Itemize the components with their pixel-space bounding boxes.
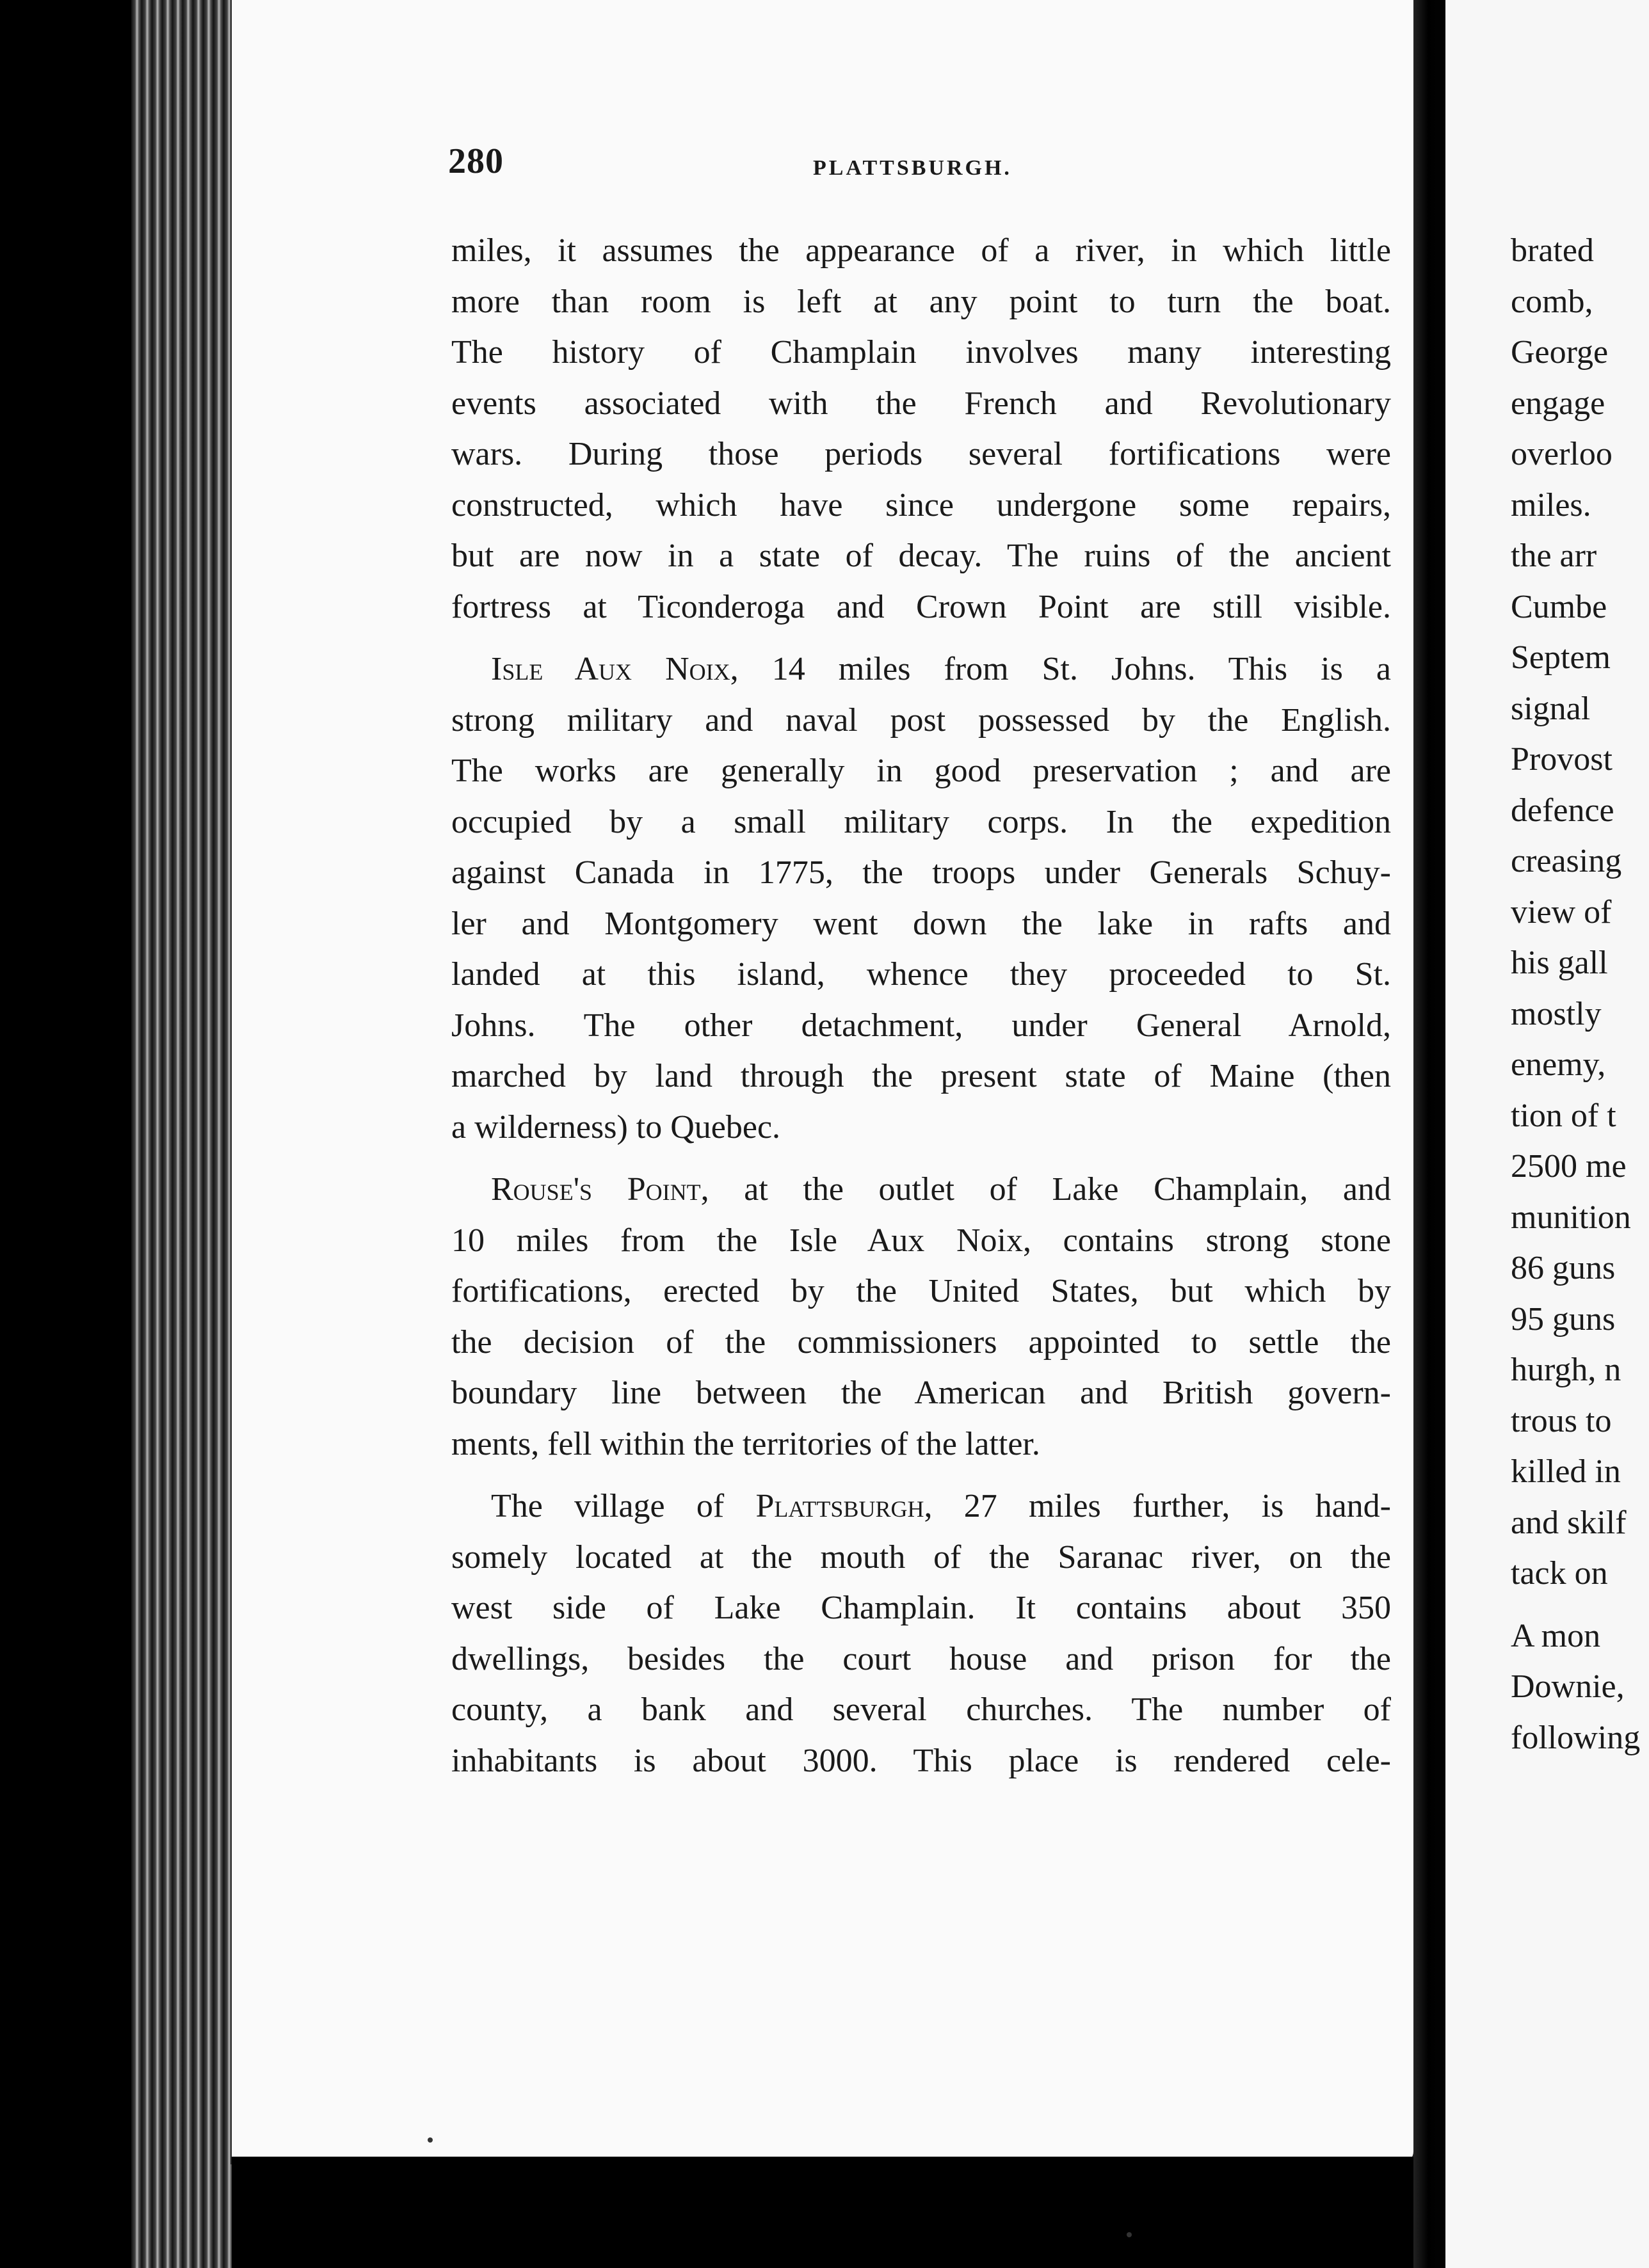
facing-line: signal (1511, 690, 1591, 727)
text-line: events associated with the French and Revolutionary (451, 385, 1391, 422)
facing-page-text (1511, 225, 1649, 1763)
facing-line: creasing (1511, 843, 1622, 879)
text-line: constructed, which have since undergone some repairs, (451, 486, 1391, 523)
text-line: boundary line between the American and British govern- (451, 1375, 1391, 1411)
facing-line: tack on (1511, 1555, 1608, 1592)
facing-line: overloo (1511, 436, 1613, 472)
facing-line: his gall (1511, 945, 1608, 981)
text-line: fortifications, erected by the United States, but which by (451, 1273, 1391, 1309)
text-line-lead: The village of (491, 1488, 756, 1524)
facing-line: mostly (1511, 995, 1602, 1032)
text-line: county, a bank and several churches. The number of (451, 1691, 1391, 1728)
place-name: Plattsburgh (755, 1488, 924, 1524)
text-line: occupied by a small military corps. In the expedition (451, 803, 1391, 840)
text-line (451, 644, 1391, 695)
facing-line: Provost (1511, 741, 1613, 778)
text-line: ments, fell within the territories of the latter. (451, 1425, 1040, 1462)
text-line (451, 1164, 1391, 1215)
scan-speck (1127, 2232, 1132, 2237)
text-line: west side of Lake Champlain. It contains about 350 (451, 1590, 1391, 1626)
text-line: against Canada in 1775, the troops under Generals Schuy- (451, 854, 1391, 891)
place-name: Rouse's Point (491, 1171, 701, 1208)
running-title: PLATTSBURGH. (813, 156, 1012, 180)
text-line (451, 1481, 1391, 1532)
text-line-rest: , 14 miles from St. Johns. This is a (730, 651, 1391, 687)
text-line: miles, it assumes the appearance of a river, in which little (451, 232, 1391, 269)
text-line: ler and Montgomery went down the lake in rafts and (451, 905, 1391, 942)
facing-line: George (1511, 334, 1609, 371)
paragraph-isle-aux-noix (451, 644, 1391, 1153)
place-name: Isle Aux Noix (491, 651, 730, 687)
facing-line: comb, (1511, 283, 1593, 320)
facing-line: killed in (1511, 1453, 1621, 1490)
facing-line: A mon (1511, 1617, 1601, 1654)
page-number: 280 (448, 141, 504, 181)
facing-line: defence (1511, 792, 1614, 829)
text-line: the decision of the commissioners appointed to settle the (451, 1323, 1391, 1361)
facing-line: tion of t (1511, 1097, 1616, 1134)
running-head (448, 134, 1376, 192)
text-line-rest: , 27 miles further, is hand- (924, 1488, 1391, 1524)
text-line: but are now in a state of decay. The ruins of the ancient (451, 538, 1391, 574)
facing-line: view of (1511, 893, 1612, 930)
facing-line: 95 guns (1511, 1300, 1616, 1338)
facing-line: Downie, (1511, 1668, 1625, 1705)
facing-line: Septem (1511, 639, 1611, 676)
text-line: Johns. The other detachment, under General Arnold, (451, 1007, 1391, 1044)
paragraph-rouses-point (451, 1164, 1391, 1469)
text-line: inhabitants is about 3000. This place is rendered cele- (451, 1742, 1391, 1779)
facing-line: brated (1511, 232, 1594, 269)
text-line: dwellings, besides the court house and prison for the (451, 1640, 1391, 1677)
text-line: landed at this island, whence they proceeded to St. (451, 956, 1391, 993)
text-line: 10 miles from the Isle Aux Noix, contains strong stone (451, 1222, 1391, 1259)
text-line: a wilderness) to Quebec. (451, 1108, 781, 1146)
facing-line: 2500 me (1511, 1148, 1627, 1185)
body-text (451, 225, 1391, 1786)
text-line: marched by land through the present state of Maine (then (451, 1058, 1391, 1094)
paragraph-plattsburgh (451, 1481, 1391, 1786)
facing-line: the arr (1511, 538, 1597, 574)
facing-line: miles. (1511, 486, 1591, 523)
text-line: more than room is left at any point to turn the boat. (451, 283, 1391, 320)
page-bottom-shadow (232, 2157, 1422, 2268)
text-line: somely located at the mouth of the Saranac river, on the (451, 1538, 1391, 1576)
text-line: wars. During those periods several fortifications were (451, 436, 1391, 472)
text-line-rest: , at the outlet of Lake Champlain, and (700, 1171, 1391, 1208)
text-line: The works are generally in good preservation ; and are (451, 753, 1391, 789)
book-page-edges (131, 0, 240, 2268)
facing-line: munition (1511, 1199, 1631, 1236)
facing-line: hurgh, n (1511, 1352, 1621, 1388)
facing-line: trous to (1511, 1402, 1612, 1439)
text-line: strong military and naval post possessed by the English. (451, 701, 1391, 739)
text-line: The history of Champlain involves many interesting (451, 334, 1391, 371)
text-line: fortress at Ticonderoga and Crown Point are still visible. (451, 588, 1391, 625)
facing-line: 86 guns (1511, 1250, 1616, 1286)
facing-line: engage (1511, 385, 1605, 422)
facing-line: and skilf (1511, 1504, 1627, 1541)
facing-line: enemy, (1511, 1046, 1606, 1083)
paragraph-ticonderoga (451, 225, 1391, 632)
scan-speck (428, 2137, 433, 2143)
facing-line: Cumbe (1511, 588, 1607, 625)
facing-line: following (1511, 1719, 1641, 1756)
